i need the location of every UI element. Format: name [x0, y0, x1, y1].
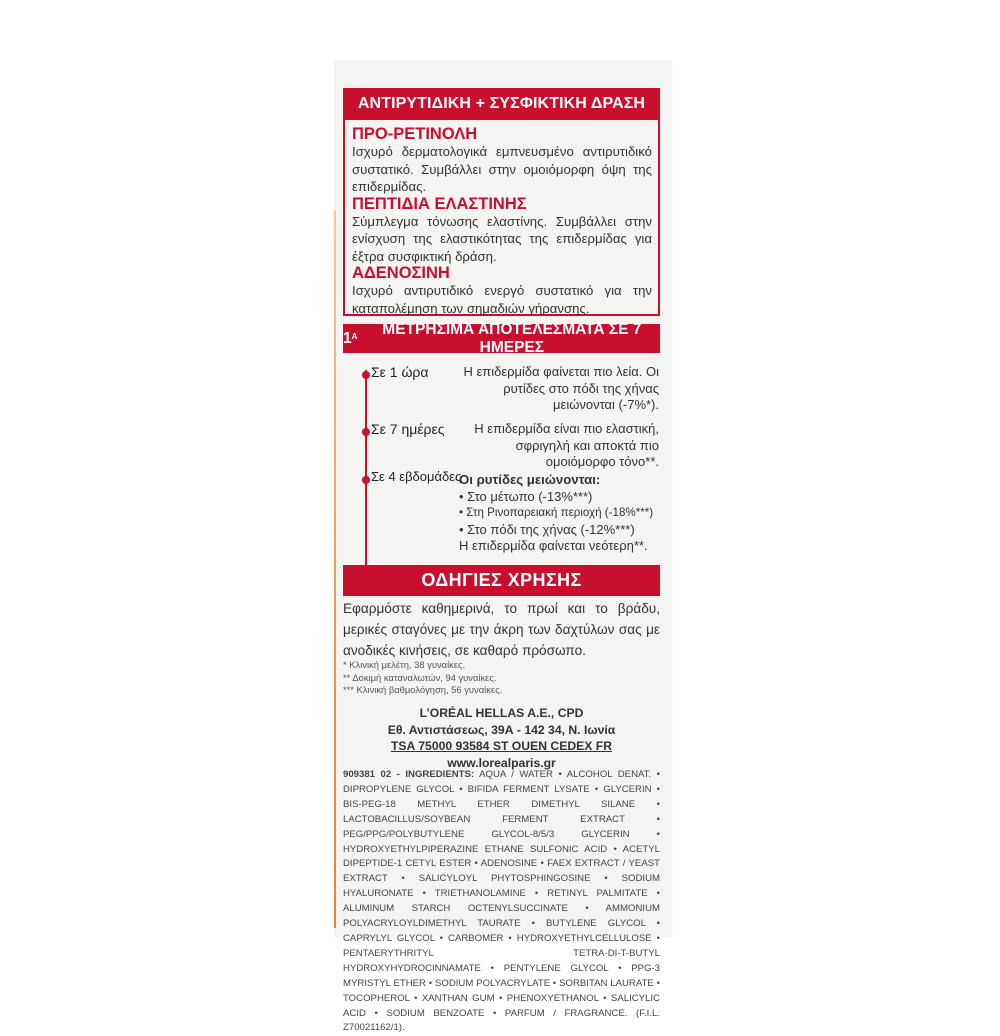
timeline-line-item: • Στη Ρινοπαρειακή περιοχή (-18%***) [459, 506, 654, 519]
company-address: Εθ. Αντιστάσεως, 39Α - 142 34, Ν. Ιωνία [387, 722, 616, 737]
usage-banner: ΟΔΗΓΙΕΣ ΧΡΗΣΗΣ [343, 565, 660, 596]
footnote: ** Δοκιμή καταναλωτών, 94 γυναίκες. [343, 671, 497, 683]
company-name: L’ORÉAL HELLAS A.E., CPD [419, 706, 584, 720]
timeline-text: Η επιδερμίδα είναι πιο ελαστική, σφριγηλή και αποκτά πιο ομοιόμορφο τόνο**. [474, 421, 659, 469]
results-banner-prefix: 1 [343, 329, 352, 347]
active-title: ΠΡΟ-ΡΕΤΙΝΟΛΗ [352, 125, 478, 143]
footnotes [343, 659, 502, 697]
panel-side-edge [334, 210, 336, 928]
results-banner [343, 320, 660, 356]
company-info [343, 705, 660, 771]
timeline-dot [362, 476, 370, 484]
antiwrinkle-banner: ΑΝΤΙΡΥΤΙΔΙΚΗ + ΣΥΣΦΙΚΤΙΚΗ ΔΡΑΣΗ [343, 88, 660, 120]
timeline-dot [362, 371, 370, 379]
footnote: * Κλινική μελέτη, 38 γυναίκες. [343, 659, 466, 670]
ingredients-text: AQUA / WATER • ALCOHOL DENAT. • DIPROPYLENE GLYCOL • BIFIDA FERMENT LYSATE • GLYCERIN • BIS-PEG-18 METHYL ETHER DIMETHYL SILANE • LACTOBACILLUS/SOYBEAN FERMENT EXTRACT • PEG/PPG/POLYBUTYLENE GLYCOL-8/5/3 GLYCERIN • HYDROXYETHYLPIPERAZINE ETHANE SULFONIC ACID • ACETYL DIPEPTIDE-1 CETYL ESTER • ADENOSINE • FAEX EXTRACT / YEAST EXTRACT • SALICYLOYL PHYTOSPHINGOSINE • SODIUM HYALURONATE • TRIETHANOLAMINE • RETINYL PALMITATE • ALUMINUM STARCH OCTENYLSUCCINATE • AMMONIUM POLYACRYLOYLDIMETHYL TAURATE • BUTYLENE GLYCOL • CAPRYLYL GLYCOL • CARBOMER • HYDROXYETHYLCELLULOSE • PENTAERYTHRITYL TETRA-DI-T-BUTYL HYDROXYHYDROCINNAMATE • PENTYLENE GLYCOL • PPG-3 MYRISTYL ETHER • SODIUM POLYACRYLATE • SORBITAN LAURATE • TOCOPHEROL • XANTHAN GUM • PHENOXYETHANOL • SALICYLIC ACID • SODIUM BENZOATE • PARFUM / FRAGRANCE. (F.I.L. Z70021162/1). [343, 769, 660, 1034]
active-item [352, 196, 652, 266]
footnote: *** Κλινική βαθμολόγηση, 56 γυναίκες. [343, 684, 503, 695]
actives-box [343, 120, 660, 316]
active-title: ΑΔΕΝΟΣΙΝΗ [352, 264, 450, 282]
ingredients-list [343, 768, 660, 1036]
active-item [352, 265, 652, 317]
active-description: Ισχυρό δερματολογικά εμπνευσμένο αντιρυτιδικό συστατικό. Συμβάλλει στην ομοιόμορφη όψη της επιδερμίδας. [352, 144, 652, 194]
company-tsa: TSA 75000 93584 ST OUEN CEDEX FR [390, 739, 613, 753]
timeline-line [365, 370, 367, 566]
active-description: Σύμπλεγμα τόνωσης ελαστίνης. Συμβάλλει στην ενίσχυση της ελαστικότητας της επιδερμίδας για έξτρα συσφικτική δράση. [352, 213, 652, 264]
active-item [352, 126, 652, 196]
active-title: ΠΕΠΤΙΔΙΑ ΕΛΑΣΤΙΝΗΣ [352, 194, 527, 213]
ingredients-label: 909381 02 - INGREDIENTS: [343, 769, 475, 780]
timeline-label: Σε 7 ημέρες [371, 421, 445, 437]
results-banner-sup: Α [351, 332, 358, 341]
timeline-line-item: Η επιδερμίδα φαίνεται νεότερη**. [459, 538, 648, 553]
active-description: Ισχυρό αντιρυτιδικό ενεργό συστατικό για την καταπολέμηση των σημαδιών γήρανσης. [352, 283, 652, 316]
results-banner-text: ΜΕΤΡΗΣΙΜΑ ΑΠΟΤΕΛΕΣΜΑΤΑ ΣΕ 7 ΗΜΕΡΕΣ [382, 320, 642, 356]
timeline-dot [362, 428, 370, 436]
timeline-heading: Οι ρυτίδες μειώνονται: [459, 472, 601, 487]
timeline-text [459, 472, 659, 555]
timeline-text: Η επιδερμίδα φαίνεται πιο λεία. Οι ρυτίδες στο πόδι της χήνας μειώνονται (-7%*). [463, 364, 659, 412]
company-website: www.lorealparis.gr [447, 755, 556, 770]
timeline-line-item: • Στο πόδι της χήνας (-12%***) [459, 521, 635, 537]
usage-text: Εφαρμόστε καθημερινά, το πρωί και το βράδυ, μερικές σταγόνες με την άκρη των δαχτύλων σας με ανοδικές κινήσεις, σε καθαρό πρόσωπο. [343, 601, 660, 658]
timeline-label: Σε 4 εβδομάδες [371, 469, 462, 484]
timeline-line-item: • Στο μέτωπο (-13%***) [459, 488, 593, 504]
timeline-label: Σε 1 ώρα [371, 364, 429, 380]
